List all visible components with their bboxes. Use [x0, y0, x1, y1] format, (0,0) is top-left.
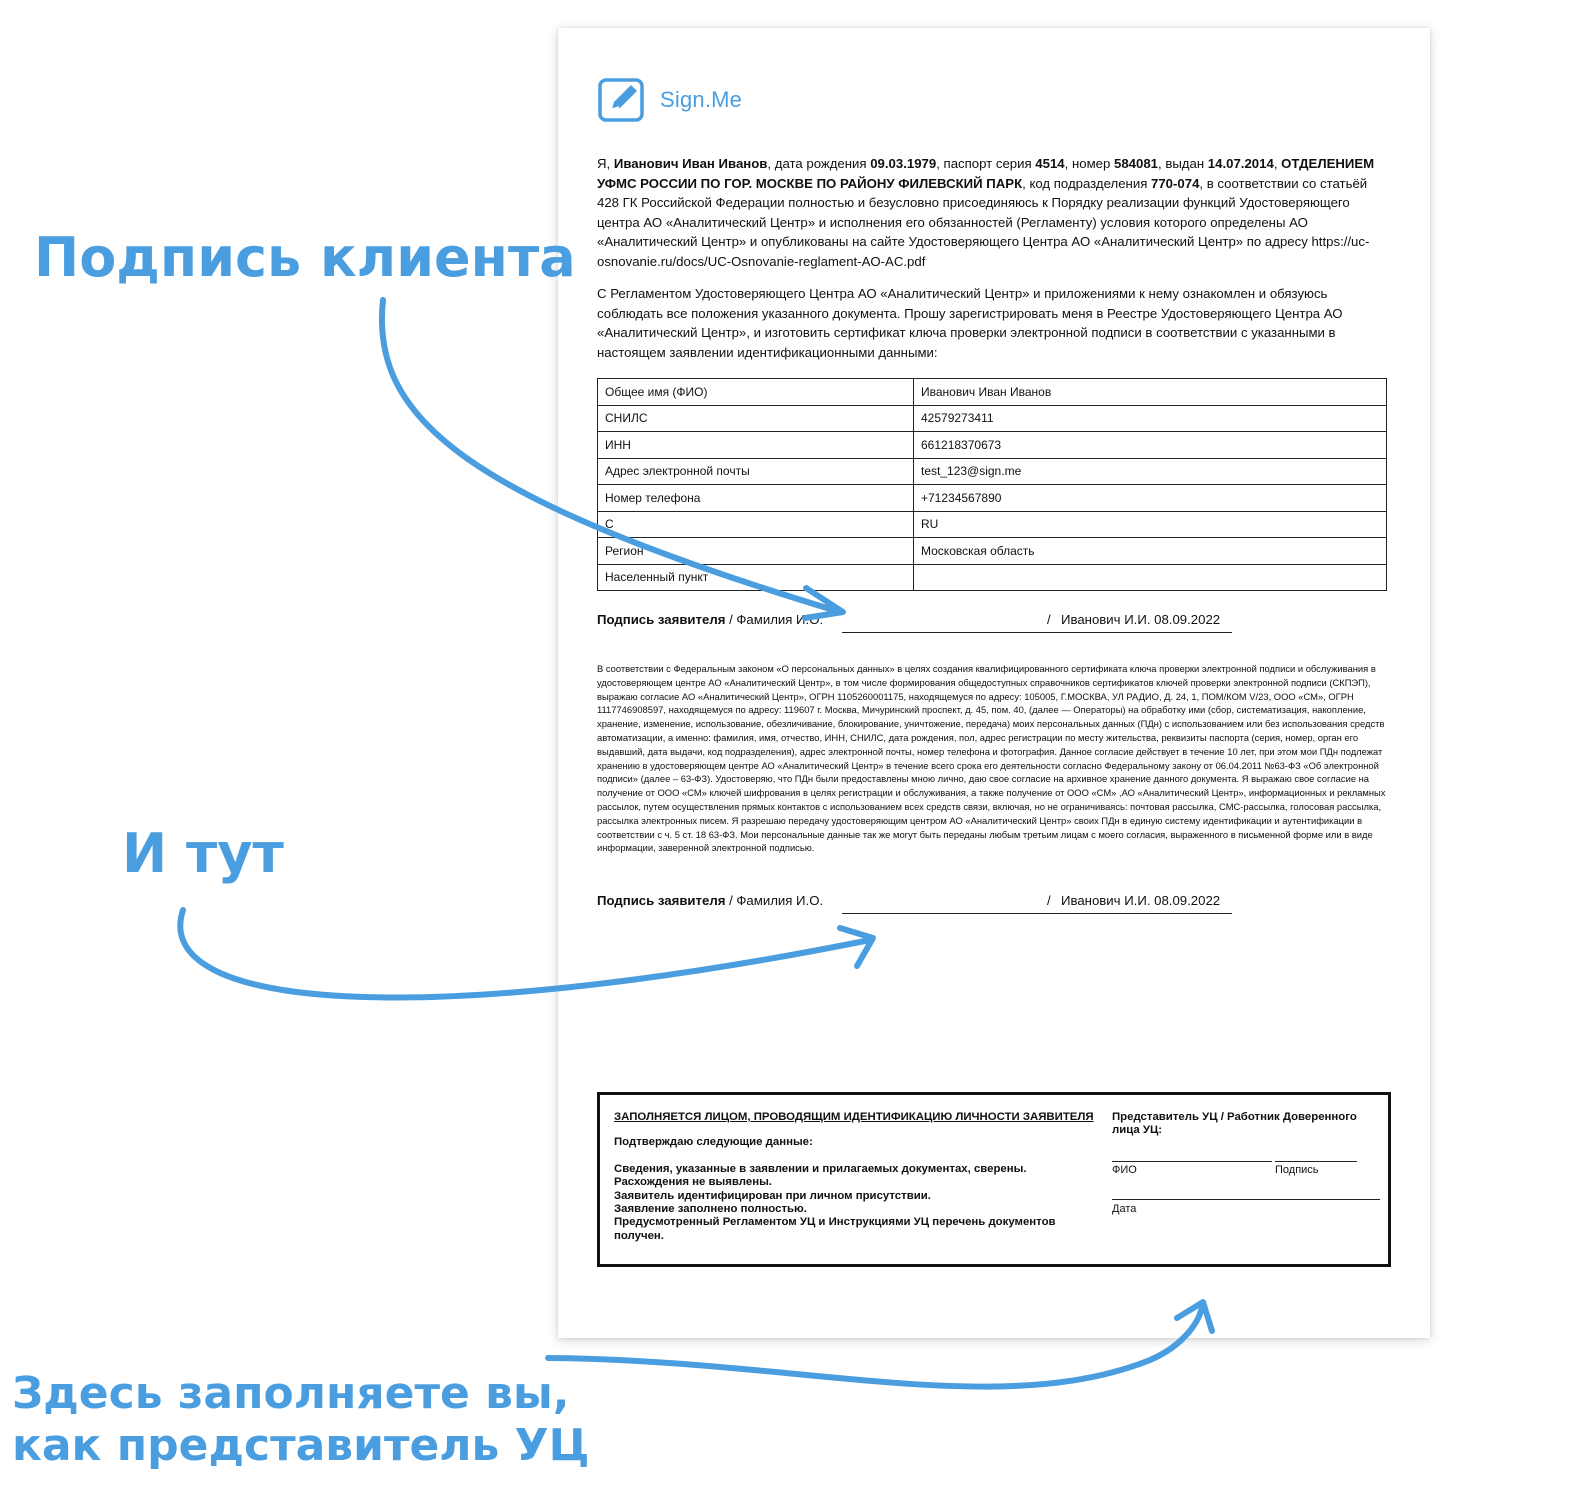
- annotation-here-too: И тут: [122, 822, 284, 885]
- annotation-you-fill-line2: как представитель УЦ: [12, 1420, 590, 1471]
- signature-slash: /: [1047, 612, 1051, 627]
- signature-label-rest: / Фамилия И.О.: [725, 893, 824, 908]
- signature-label: Подпись заявителя: [597, 612, 726, 627]
- podpis-label: Подпись: [1275, 1164, 1319, 1176]
- date-label: Дата: [1112, 1203, 1137, 1215]
- signature-name-date: Иванович И.И. 08.09.2022: [1061, 893, 1221, 908]
- idbox-item: Сведения, указанные в заявлении и прилагаемых документах, сверены.: [614, 1162, 1027, 1175]
- idbox-item: Предусмотренный Регламентом УЦ и Инструкциями УЦ перечень документов получен.: [614, 1216, 1056, 1242]
- intro-segment: , номер: [1064, 156, 1114, 171]
- signature-name-date: Иванович И.И. 08.09.2022: [1061, 612, 1221, 627]
- table-value: test_123@sign.me: [914, 458, 1387, 485]
- idbox-confirm: Подтверждаю следующие данные:: [614, 1136, 813, 1149]
- rep-title: Представитель УЦ / Работник Доверенного лица УЦ:: [1112, 1111, 1357, 1137]
- table-label: ИНН: [598, 432, 914, 459]
- intro-segment: Иванович Иван Иванов: [613, 156, 768, 171]
- intro-segment: , выдан: [1158, 156, 1208, 171]
- intro-segment: ,: [1273, 156, 1282, 171]
- table-label: С: [598, 511, 914, 538]
- table-label: Населенный пункт: [598, 564, 914, 591]
- table-value: +71234567890: [914, 485, 1387, 512]
- intro-segment: 584081: [1113, 156, 1158, 171]
- table-value: 661218370673: [914, 432, 1387, 459]
- arrow-to-idbox: [548, 1306, 1202, 1387]
- signature-label: Подпись заявителя: [597, 893, 726, 908]
- table-label: Общее имя (ФИО): [598, 379, 914, 406]
- idbox-item: Заявитель идентифицирован при личном присутствии.: [614, 1189, 931, 1202]
- table-label: Адрес электронной почты: [598, 458, 914, 485]
- table-value: Иванович Иван Иванов: [914, 379, 1387, 406]
- arrow-to-second-signature: [180, 910, 870, 997]
- arrow-to-first-signature: [382, 300, 840, 612]
- table-value: RU: [914, 511, 1387, 538]
- intro-segment: ОТДЕЛЕНИЕМ УФМС РОССИИ ПО ГОР. МОСКВЕ ПО РАЙОНУ ФИЛЕВСКИЙ ПАРК: [597, 156, 1375, 191]
- signature-slash: /: [1047, 893, 1051, 908]
- idbox-item: Расхождения не выявлены.: [614, 1176, 772, 1189]
- table-label: Регион: [598, 538, 914, 565]
- intro-paragraph-2: С Регламентом Удостоверяющего Центра АО «Аналитический Центр» и приложениями к нему ознакомлен и обязуюсь соблюдать все положения указанного документа. Прошу зарегистрировать меня в Реестре Удостоверяющего Центра АО «Аналитический Центр», и изготовить сертификат ключа проверки электронной подписи в соответствии с указанными в настоящем заявлении идентификационными данными:: [597, 286, 1343, 360]
- intro-segment: Я,: [597, 156, 614, 171]
- annotation-client-signature: Подпись клиента: [34, 226, 576, 289]
- intro-segment: , код подразделения: [1022, 175, 1152, 191]
- annotation-you-fill-line1: Здесь заполняете вы,: [12, 1368, 570, 1419]
- intro-segment: , в соответствии со статьёй 428 ГК Российской Федерации полностью и безусловно присоединяюсь к Порядку реализации функций Удостоверяющего центра АО «Аналитический Центр» и исполнения его обязанностей (Регламенту) условия которого определены АО «Аналитический Центр» и опубликованы на сайте Удостоверяющего Центра АО «Аналитический Центр» по адресу https://uc-osnovanie.ru/docs/UC-Osnovanie-reglament-AO-AC.pdf: [597, 175, 1370, 269]
- table-label: СНИЛС: [598, 405, 914, 432]
- consent-text: В соответствии с Федеральным законом «О персональных данных» в целях создания квалифицированного сертификата ключа проверки электронной подписи и обслуживания в удостоверяющем центре АО «Аналитический Центр», в том числе формирования общедоступных справочников сертификатов ключей проверки электронной подписи (СКПЭП), выражаю согласие АО «Аналитический Центр», ОГРН 1105260001175, находящемуся по адресу: 105005, Г.МОСКВА, УЛ РАДИО, Д. 24, 1, ПОМ/КОМ V/23, ООО «СМ», ОГРН 1117746908597, находящемуся по адресу: 119607 г. Москва, Мичуринский проспект, д. 45, пом. 40, (далее — Операторы) на обработку ими (сбор, систематизация, накопление, хранение, изменение, использование, обезличивание, блокирование, уничтожение, передача) моих персональных данных (ПДн) с использованием или без использования средств автоматизации, а именно: фамилия, имя, отчество, ИНН, СНИЛС, дата рождения, пол, адрес регистрации по месту жительства, реквизиты паспорта (серия, номер, орган его выдавший, дата выдачи, код подразделения), адрес электронной почты, номер телефона и фотография. Данное согласие действует в течение 10 лет, при этом мои ПДн подлежат хранению в удостоверяющем центре АО «Аналитический Центр» в течение всего срока его деятельности согласно Федеральному закону от 06.04.2011 №63-ФЗ «Об электронной подписи» (далее – 63-ФЗ). Удостоверяю, что ПДн были предоставлены мною лично, даю свое согласие на архивное хранение данного документа. Я выражаю свое согласие на получение от ООО «СМ» ключей шифрования в целях регистрации и обслуживания, а также получение от ООО «СМ» ,АО «Аналитический Центр», информационных и рекламных рассылок, путем осуществления прямых контактов с использованием всех средств связи, включая, но не ограничиваясь: почтовая рассылка, СМС-рассылка, голосовая рассылка, рассылка электронных писем. Я разрешаю передачу удостоверяющим центром АО «Аналитический Центр» своих ПДн в единую систему идентификации и аутентификации в соответствии с ч. 5 ст. 18 63-ФЗ. Мои персональные данные так же могут быть переданы любым третьим лицам с моего согласия, выраженного в письменной форме или в виде информации, заверенной электронной подписью.: [597, 663, 1386, 854]
- intro-segment: , паспорт серия: [936, 156, 1036, 171]
- fio-label: ФИО: [1112, 1164, 1137, 1176]
- intro-segment: 4514: [1035, 156, 1065, 171]
- logo-text: Sign.Me: [660, 87, 743, 112]
- intro-segment: 770-074: [1151, 175, 1200, 191]
- table-label: Номер телефона: [598, 485, 914, 512]
- signature-label-rest: / Фамилия И.О.: [725, 612, 824, 627]
- idbox-item: Заявление заполнено полностью.: [614, 1203, 807, 1216]
- table-value: Московская область: [914, 538, 1387, 565]
- table-value: 42579273411: [914, 405, 1387, 432]
- intro-segment: 09.03.1979: [870, 156, 937, 171]
- intro-segment: , дата рождения: [767, 156, 871, 171]
- idbox-title: ЗАПОЛНЯЕТСЯ ЛИЦОМ, ПРОВОДЯЩИМ ИДЕНТИФИКАЦИЮ ЛИЧНОСТИ ЗАЯВИТЕЛЯ: [614, 1111, 1094, 1123]
- intro-segment: 14.07.2014: [1207, 156, 1274, 171]
